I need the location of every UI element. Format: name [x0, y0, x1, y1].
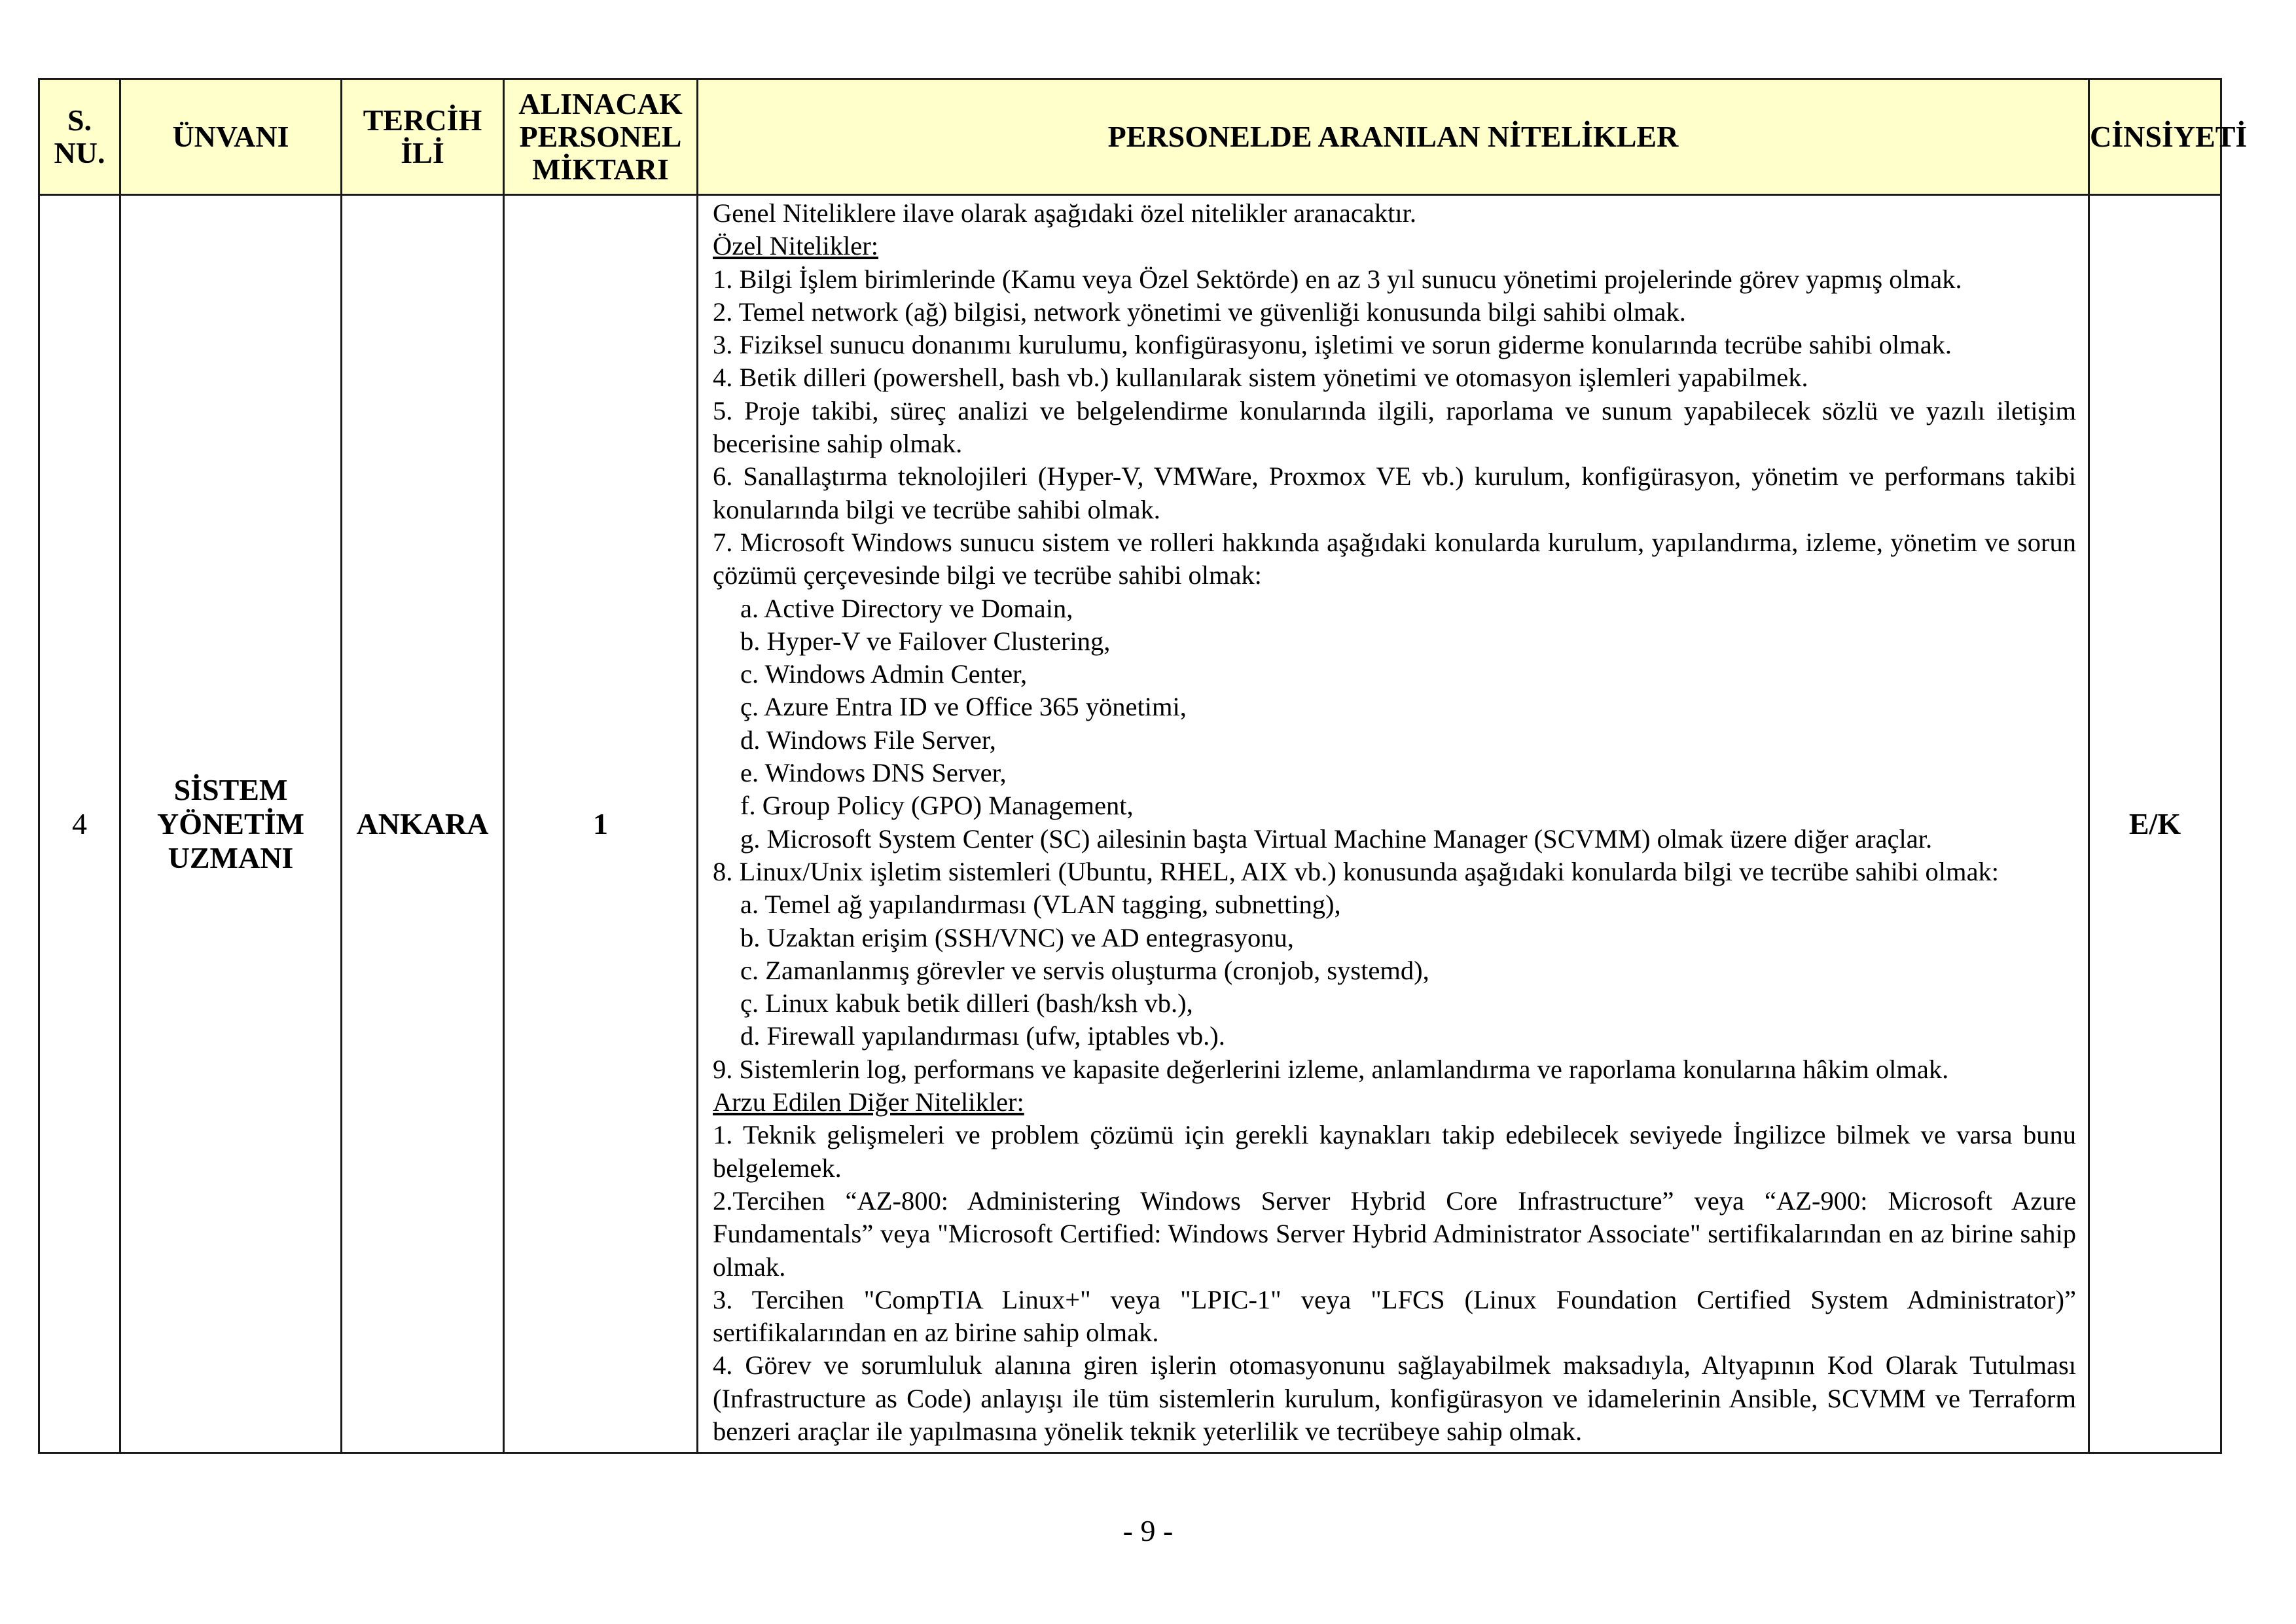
- item8-sub-c: c. Zamanlanmış görevler ve servis oluşturma (cronjob, systemd),: [740, 955, 1429, 985]
- ozel-item-3: 3. Fiziksel sunucu donanımı kurulumu, konfigürasyonu, işletimi ve sorun giderme konularında tecrübe sahibi olmak.: [713, 330, 1952, 360]
- item8-sub-cc: ç. Linux kabuk betik dilleri (bash/ksh vb.),: [740, 988, 1193, 1019]
- ozel-nitelikler-title: Özel Nitelikler:: [713, 231, 879, 261]
- item7-sub-cc: ç. Azure Entra ID ve Office 365 yönetimi,: [740, 692, 1187, 722]
- header-sno: S. NU.: [39, 79, 120, 195]
- cell-nitelikler: [698, 195, 2089, 1453]
- arzu-item-1: 1. Teknik gelişmeleri ve problem çözümü için gerekli kaynakları takip edebilecek seviyede İngilizce bilmek ve varsa bunu belgelemek.: [713, 1120, 2076, 1183]
- page-number: - 9 -: [1122, 1514, 1174, 1547]
- item7-sub-b: b. Hyper-V ve Failover Clustering,: [740, 626, 1111, 656]
- header-unvani: ÜNVANI: [120, 79, 342, 195]
- cell-tercih-ili: ANKARA: [342, 195, 504, 1453]
- item7-sub-e: e. Windows DNS Server,: [740, 758, 1007, 788]
- cell-sno: 4: [39, 195, 120, 1453]
- item7-sub-f: f. Group Policy (GPO) Management,: [740, 791, 1134, 821]
- item7-sub-a: a. Active Directory ve Domain,: [740, 593, 1073, 623]
- item8-sub-d: d. Firewall yapılandırması (ufw, iptables vb.).: [740, 1021, 1225, 1051]
- item7-sub-c: c. Windows Admin Center,: [740, 659, 1028, 689]
- personnel-requirements-table: [38, 78, 2248, 1454]
- item8-sub-b: b. Uzaktan erişim (SSH/VNC) ve AD entegrasyonu,: [740, 922, 1294, 952]
- arzu-item-2: 2.Tercihen “AZ-800: Administering Windows Server Hybrid Core Infrastructure” veya “AZ-900: Microsoft Azure Fundamentals” veya "Microsoft Certified: Windows Server Hybrid Administrator Associate" sertifikalarından en az birine sahip olmak.: [713, 1185, 2076, 1282]
- arzu-item-4: 4. Görev ve sorumluluk alanına giren işlerin otomasyonunu sağlayabilmek maksadıyla, Altyapının Kod Olarak Tutulması (Infrastructure as Code) anlayışı ile tüm sistemlerin kurulum, konfigürasyon ve idamelerinin Ansible, SCVMM ve Terraform benzeri araçlar ile yapılmasına yönelik teknik yeterlilik ve tecrübeye sahip olmak.: [713, 1350, 2076, 1446]
- item7-sub-g: g. Microsoft System Center (SC) ailesinin başta Virtual Machine Manager (SCVMM) olmak üzere diğer araçlar.: [740, 823, 1933, 854]
- ozel-item-4: 4. Betik dilleri (powershell, bash vb.) kullanılarak sistem yönetimi ve otomasyon işlemleri yapabilmek.: [713, 363, 1808, 393]
- arzu-edilen-title: Arzu Edilen Diğer Nitelikler:: [713, 1087, 1024, 1117]
- arzu-item-3: 3. Tercihen "CompTIA Linux+" veya "LPIC-1" veya "LFCS (Linux Foundation Certified System Administrator)” sertifikalarından en az birine sahip olmak.: [713, 1284, 2076, 1348]
- cell-unvani: SİSTEM YÖNETİM UZMANI: [120, 195, 342, 1453]
- intro-text: Genel Niteliklere ilave olarak aşağıdaki özel nitelikler aranacaktır.: [713, 198, 1416, 228]
- header-tercih-ili: TERCİH İLİ: [342, 79, 504, 195]
- cell-alinacak: 1: [504, 195, 698, 1453]
- ozel-item-8: 8. Linux/Unix işletim sistemleri (Ubuntu, RHEL, AIX vb.) konusunda aşağıdaki konularda bilgi ve tecrübe sahibi olmak:: [713, 856, 2000, 886]
- cell-cinsiyeti: E/K: [2089, 195, 2221, 1453]
- header-nitelikler: PERSONELDE ARANILAN NİTELİKLER: [698, 79, 2089, 195]
- ozel-item-1: 1. Bilgi İşlem birimlerinde (Kamu veya Özel Sektörde) en az 3 yıl sunucu yönetimi projelerinde görev yapmış olmak.: [713, 264, 1962, 294]
- ozel-item-7: 7. Microsoft Windows sunucu sistem ve rolleri hakkında aşağıdaki konularda kurulum, yapılandırma, izleme, yönetim ve sorun çözümü çerçevesinde bilgi ve tecrübe sahibi olmak:: [713, 527, 2076, 590]
- table-row: [39, 195, 2221, 1453]
- ozel-item-9: 9. Sistemlerin log, performans ve kapasite değerlerini izleme, anlamlandırma ve raporlama konularına hâkim olmak.: [713, 1054, 1949, 1084]
- ozel-item-6: 6. Sanallaştırma teknolojileri (Hyper-V, VMWare, Proxmox VE vb.) kurulum, konfigürasyon, yönetim ve performans takibi konularında bilgi ve tecrübe sahibi olmak.: [713, 461, 2076, 524]
- header-cinsiyeti: CİNSİYETİ: [2089, 79, 2221, 195]
- ozel-item-2: 2. Temel network (ağ) bilgisi, network yönetimi ve güvenliği konusunda bilgi sahibi olmak.: [713, 297, 1686, 327]
- item8-sub-a: a. Temel ağ yapılandırması (VLAN tagging, subnetting),: [740, 890, 1341, 920]
- header-alinacak-personel: ALINACAK PERSONEL MİKTARI: [504, 79, 698, 195]
- table-header-row: [39, 79, 2221, 195]
- item7-sub-d: d. Windows File Server,: [740, 725, 996, 755]
- ozel-item-5: 5. Proje takibi, süreç analizi ve belgelendirme konularında ilgili, raporlama ve sunum yapabilecek sözlü ve yazılı iletişim becerisine sahip olmak.: [713, 395, 2076, 459]
